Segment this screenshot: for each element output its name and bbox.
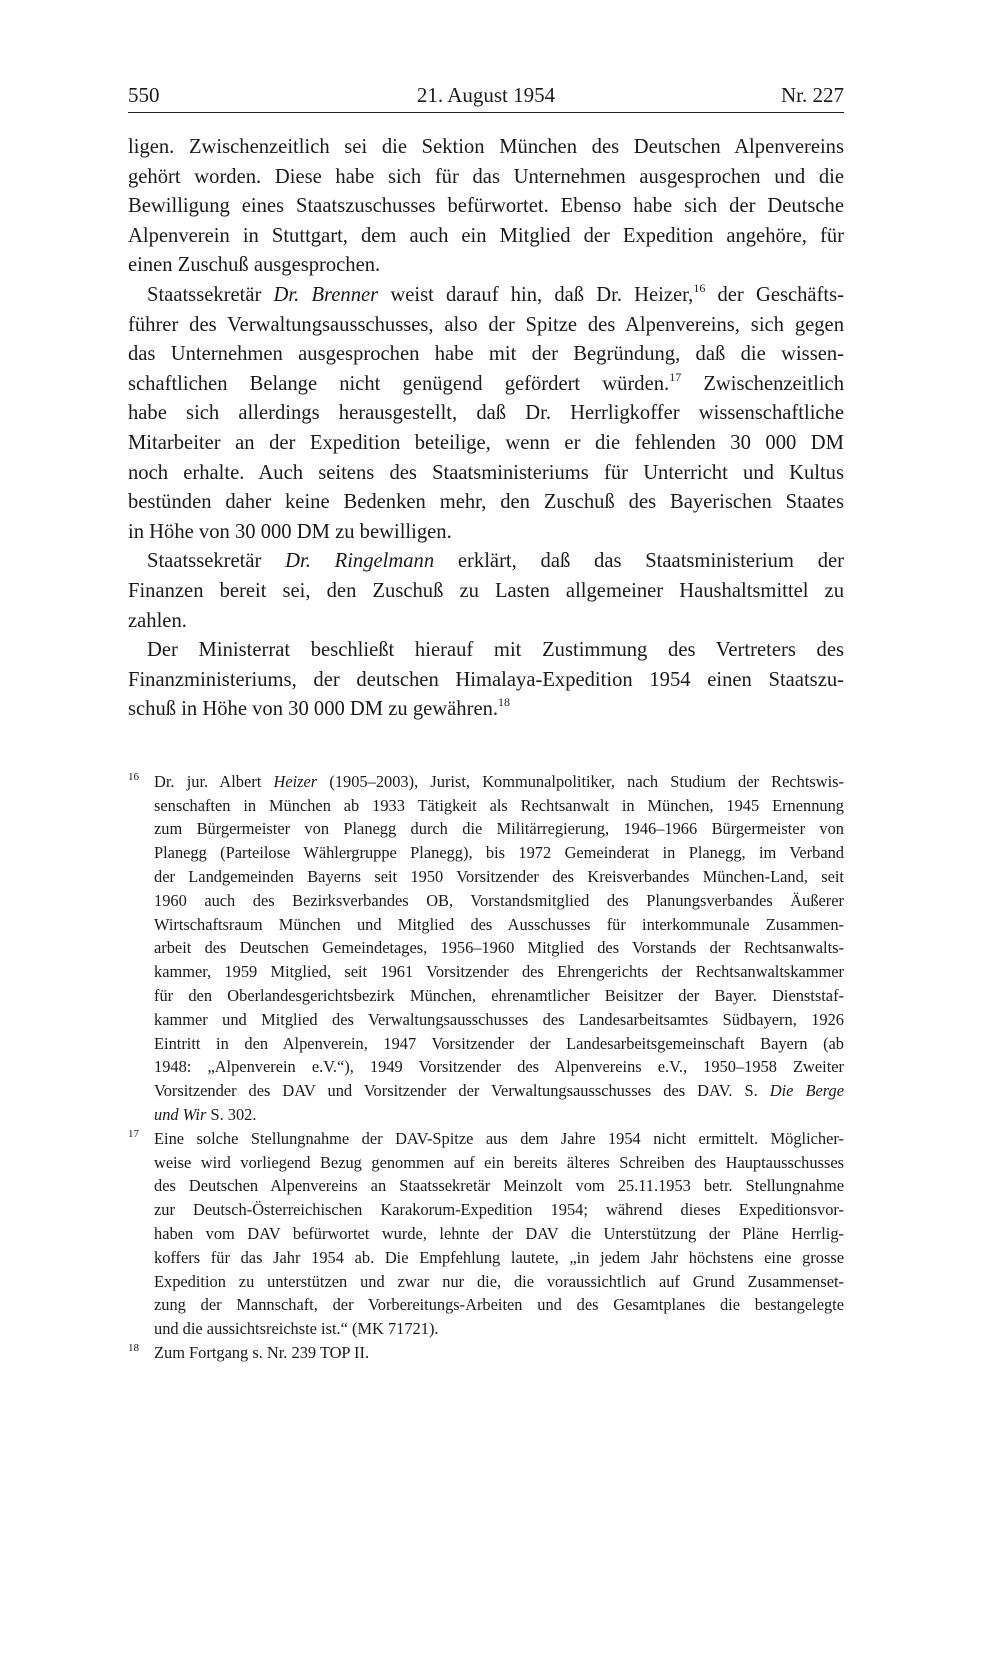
text-line (128, 695, 844, 725)
text-line: zahlen. (128, 609, 187, 632)
text-line: noch erhalte. Auch seitens des Staatsministeriums für Unterricht und Kultus (128, 461, 844, 484)
speaker-title: Staatssekretär (147, 283, 274, 306)
text-line: gehört worden. Diese habe sich für das Unternehmen ausgesprochen und die (128, 165, 844, 188)
text-span: schaftlichen Belange nicht genügend gefördert würden. (128, 372, 670, 395)
text-line: 1948: „Alpenverein e.V.“), 1949 Vorsitzender des Alpenvereins e.V., 1950–1958 Zweiter (154, 1057, 844, 1077)
book-title: und Wir (154, 1105, 207, 1125)
text-line: koffers für das Jahr 1954 ab. Die Empfehlung lautete, „in jedem Jahr höchstens eine grosse (154, 1247, 844, 1267)
text-line: kammer, 1959 Mitglied, seit 1961 Vorsitzender des Ehrengerichts der Rechtsanwaltskammer (154, 962, 844, 982)
text-line (128, 547, 844, 577)
document-number: Nr. 227 (781, 83, 844, 107)
footnote-16 (128, 770, 844, 1127)
text-line: ligen. Zwischenzeitlich sei die Sektion München des Deutschen Alpenvereins (128, 136, 844, 158)
text-line: in Höhe von 30 000 DM zu bewilligen. (128, 520, 452, 543)
speaker-title: Staatssekretär (147, 550, 286, 573)
footnote-number: 18 (128, 1342, 139, 1354)
text-span: (1905–2003), Jurist, Kommunalpolitiker, nach Studium der Rechtswis- (317, 771, 845, 791)
text-line: 1960 auch des Bezirksverbandes OB, Vorstandsmitglied des Planungsverbandes Äußerer (154, 890, 844, 910)
text-line: Finanzen bereit sei, den Zuschuß zu Lasten allgemeiner Haushaltsmittel zu (128, 579, 844, 602)
text-line (154, 1103, 844, 1127)
text-line: Finanzministeriums, der deutschen Himalaya-Expedition 1954 einen Staatszu- (128, 668, 844, 691)
text-line: Eine solche Stellungnahme der DAV-Spitze aus dem Jahre 1954 nicht ermittelt. Möglicher- (154, 1128, 844, 1148)
text-line: bestünden daher keine Bedenken mehr, den Zuschuß des Bayerischen Staates (128, 491, 844, 514)
text-span: schuß in Höhe von 30 000 DM zu gewähren. (128, 698, 499, 721)
speaker-name: Dr. Brenner (273, 283, 379, 306)
text-line: Mitarbeiter an der Expedition beteilige, wenn er die fehlenden 30 000 DM (128, 431, 844, 454)
text-line: der Landgemeinden Bayerns seit 1950 Vorsitzender des Kreisverbandes München-Land, seit (154, 867, 844, 887)
text-line: das Unternehmen ausgesprochen habe mit der Begründung, daß die wissen- (128, 343, 844, 366)
document-page (128, 78, 844, 1365)
text-line: für den Oberlandesgerichtsbezirk München, ehrenamtlicher Beisitzer der Bayer. Dienststaf- (154, 986, 844, 1006)
footnote-18 (128, 1341, 844, 1365)
text-span: Zwischenzeitlich (681, 372, 844, 395)
paragraph-4 (128, 636, 844, 725)
text-span: Vorsitzender des DAV und Vorsitzender der Verwaltungsausschusses des DAV. S. (154, 1081, 770, 1101)
footnote-ref-18[interactable]: 18 (498, 695, 511, 710)
footnote-number: 17 (128, 1127, 139, 1140)
book-title: Die Berge (769, 1081, 844, 1101)
text-line: Eintritt in den Alpenverein, 1947 Vorsitzender der Landesarbeitsgemeinschaft Bayern (ab (154, 1033, 844, 1053)
text-line: weise wird vorliegend Bezug genommen auf ein bereits älteres Schreiben des Hauptausschusses (154, 1152, 844, 1172)
text-line: haben vom DAV befürwortet wurde, lehnte der DAV die Unterstützung der Pläne Herrlig- (154, 1224, 844, 1244)
running-head (128, 78, 844, 112)
text-line: Zum Fortgang s. Nr. 239 TOP II. (154, 1343, 370, 1362)
text-span: der Geschäfts- (705, 283, 844, 306)
text-line: Der Ministerrat beschließt hierauf mit Zustimmung des Vertreters des (147, 639, 844, 662)
text-line: arbeit des Deutschen Gemeindetages, 1956–1960 Mitglied des Vorstands der Rechtsanwalts- (154, 938, 844, 958)
text-span: weist darauf hin, daß Dr. Heizer, (378, 283, 694, 306)
document-date: 21. August 1954 (416, 83, 556, 107)
footnote-ref-17[interactable]: 17 (669, 369, 682, 384)
text-line: zur Deutsch-Österreichischen Karakorum-Expedition 1954; während dieses Expeditionsvor- (154, 1200, 844, 1220)
text-line: senschaften in München ab 1933 Tätigkeit als Rechtsanwalt in München, 1945 Ernennung (154, 795, 844, 815)
speaker-name: Dr. Ringelmann (285, 550, 435, 573)
text-line: zung der Mannschaft, der Vorbereitungs-Arbeiten und des Gesamtplanes die bestangelegte (154, 1295, 844, 1315)
text-line: Expedition zu unterstützen und zwar nur die, die voraussichtlich auf Grund Zusammenset- (154, 1271, 844, 1291)
footnotes (128, 770, 844, 1365)
text-line: Bewilligung eines Staatszuschusses befürwortet. Ebenso habe sich der Deutsche (128, 195, 844, 218)
text-line: zum Bürgermeister von Planegg durch die Militärregierung, 1946–1966 Bürgermeister von (154, 819, 844, 839)
header-rule (128, 112, 844, 113)
text-line: Planegg (Parteilose Wählergruppe Planegg), bis 1972 Gemeinderat in Planegg, im Verband (154, 843, 844, 863)
text-line: des Deutschen Alpenvereins an Staatssekretär Meinzolt vom 25.11.1953 betr. Stellungnahme (154, 1176, 844, 1196)
footnote-ref-16[interactable]: 16 (693, 280, 706, 295)
footnote-number: 16 (128, 770, 139, 783)
text-line: und die aussichtsreichste ist.“ (MK 71721). (154, 1319, 439, 1339)
paragraph-2 (128, 281, 844, 547)
text-line (128, 370, 844, 400)
footnote-17 (128, 1127, 844, 1341)
text-line (154, 1079, 844, 1103)
person-name: Heizer (273, 771, 318, 791)
text-line (154, 770, 844, 794)
text-line: führer des Verwaltungsausschusses, also der Spitze des Alpenvereins, sich gegen (128, 313, 844, 336)
paragraph-1 (128, 133, 844, 281)
text-line: einen Zuschuß ausgesprochen. (128, 254, 381, 277)
text-span: Dr. jur. Albert (154, 771, 274, 791)
text-line (128, 281, 844, 311)
paragraph-3 (128, 547, 844, 636)
page-number: 550 (128, 83, 160, 107)
text-line: Alpenverein in Stuttgart, dem auch ein Mitglied der Expedition angehöre, für (128, 224, 844, 247)
text-line: kammer und Mitglied des Verwaltungsausschusses des Landesarbeitsamtes Südbayern, 1926 (154, 1009, 844, 1029)
text-line: habe sich allerdings herausgestellt, daß Dr. Herrligkoffer wissenschaftliche (128, 402, 844, 425)
body-text (128, 133, 844, 725)
text-line: Wirtschaftsraum München und Mitglied des Ausschusses für interkommunale Zusammen- (154, 914, 844, 934)
text-span: erklärt, daß das Staatsministerium der (434, 550, 844, 573)
text-span: S. 302. (206, 1105, 257, 1125)
